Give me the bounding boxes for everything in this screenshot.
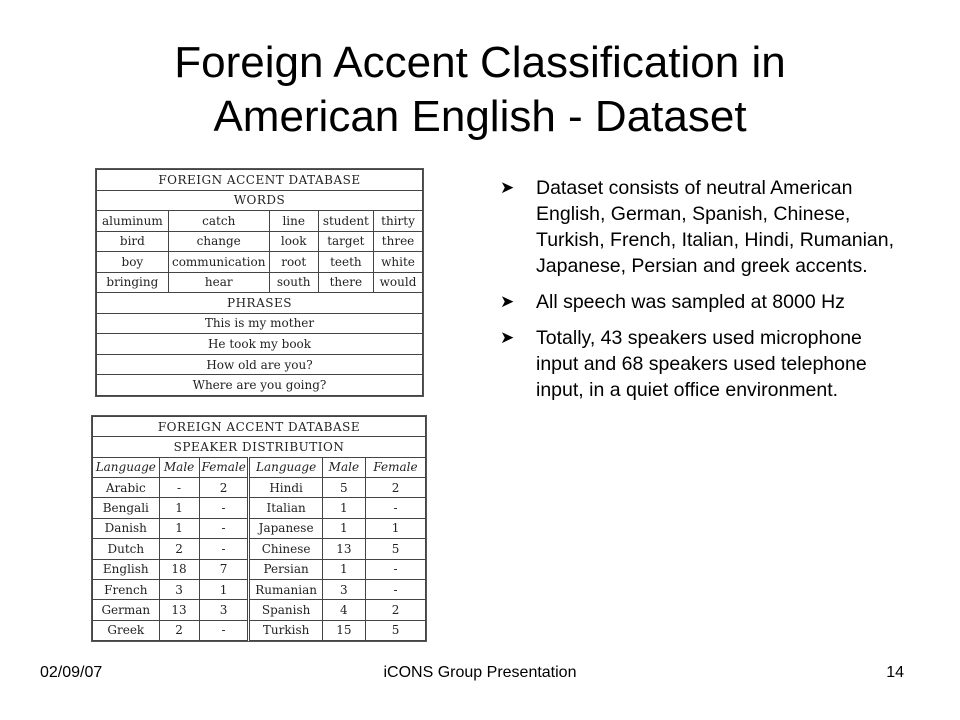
language-cell: German — [93, 600, 160, 620]
word-cell: there — [318, 272, 373, 293]
male-count-cell: 13 — [159, 600, 199, 620]
male-count-cell: 3 — [159, 579, 199, 599]
female-count-cell: 7 — [199, 559, 249, 579]
female-count-cell: - — [199, 539, 249, 559]
column-header-language: Language — [249, 457, 322, 477]
bullet-text: Totally, 43 speakers used microphone input and 68 speakers used telephone input, in a quiet office environment. — [536, 327, 867, 401]
language-cell: Danish — [93, 518, 160, 538]
female-count-cell: 2 — [199, 478, 249, 498]
language-cell: Persian — [249, 559, 322, 579]
speaker-row — [93, 518, 426, 538]
bullet-item — [500, 175, 900, 279]
language-cell: Spanish — [249, 600, 322, 620]
male-count-cell: 5 — [322, 478, 365, 498]
word-cell: student — [318, 211, 373, 232]
column-header-male: Male — [159, 457, 199, 477]
word-row — [97, 211, 423, 232]
slide-title — [40, 36, 920, 144]
bullet-list — [500, 175, 900, 413]
word-cell: line — [269, 211, 318, 232]
language-cell: Greek — [93, 620, 160, 640]
word-row — [97, 252, 423, 273]
word-cell: boy — [97, 252, 169, 273]
language-cell: English — [93, 559, 160, 579]
language-cell: Arabic — [93, 478, 160, 498]
footer-date: 02/09/07 — [40, 664, 103, 681]
language-cell: Japanese — [249, 518, 322, 538]
word-cell: bird — [97, 231, 169, 252]
word-cell: catch — [168, 211, 269, 232]
female-count-cell: 2 — [366, 478, 426, 498]
column-header-female: Female — [199, 457, 249, 477]
phrase-row: He took my book — [97, 334, 423, 355]
speaker-row — [93, 539, 426, 559]
word-cell: target — [318, 231, 373, 252]
speaker-row — [93, 600, 426, 620]
bullet-text: All speech was sampled at 8000 Hz — [536, 291, 845, 313]
male-count-cell: 2 — [159, 620, 199, 640]
word-cell: south — [269, 272, 318, 293]
language-cell: Chinese — [249, 539, 322, 559]
speaker-row — [93, 478, 426, 498]
speaker-table-header: FOREIGN ACCENT DATABASE — [93, 417, 426, 437]
language-cell: Bengali — [93, 498, 160, 518]
word-cell: root — [269, 252, 318, 273]
word-cell: communication — [168, 252, 269, 273]
male-count-cell: 1 — [159, 498, 199, 518]
words-phrases-table — [95, 168, 424, 397]
male-count-cell: 4 — [322, 600, 365, 620]
word-cell: change — [168, 231, 269, 252]
male-count-cell: 18 — [159, 559, 199, 579]
language-cell: French — [93, 579, 160, 599]
word-row — [97, 272, 423, 293]
phrase-row: How old are you? — [97, 354, 423, 375]
female-count-cell: 2 — [366, 600, 426, 620]
female-count-cell: 1 — [366, 518, 426, 538]
word-cell: three — [374, 231, 423, 252]
male-count-cell: 3 — [322, 579, 365, 599]
bullet-item — [500, 289, 900, 315]
arrow-bullet-icon: ➤ — [500, 292, 515, 312]
word-cell: teeth — [318, 252, 373, 273]
speaker-row — [93, 559, 426, 579]
male-count-cell: 15 — [322, 620, 365, 640]
phrases-section-label: PHRASES — [97, 293, 423, 314]
column-header-language: Language — [93, 457, 160, 477]
female-count-cell: - — [366, 579, 426, 599]
language-cell: Turkish — [249, 620, 322, 640]
language-cell: Rumanian — [249, 579, 322, 599]
slide-title-line-1: Foreign Accent Classification in — [174, 38, 786, 87]
footer-page-number: 14 — [886, 664, 904, 681]
phrase-row: Where are you going? — [97, 375, 423, 396]
female-count-cell: 1 — [199, 579, 249, 599]
speaker-row — [93, 579, 426, 599]
footer-presentation-name: iCONS Group Presentation — [383, 664, 577, 681]
speaker-distribution-table — [91, 415, 427, 642]
column-header-male: Male — [322, 457, 365, 477]
arrow-bullet-icon: ➤ — [500, 328, 515, 348]
word-cell: thirty — [374, 211, 423, 232]
speaker-row — [93, 498, 426, 518]
words-table-header: FOREIGN ACCENT DATABASE — [97, 170, 423, 191]
female-count-cell: 3 — [199, 600, 249, 620]
male-count-cell: 13 — [322, 539, 365, 559]
word-cell: aluminum — [97, 211, 169, 232]
bullet-text: Dataset consists of neutral American English, German, Spanish, Chinese, Turkish, French, Italian, Hindi, Rumanian, Japanese, Persian and greek accents. — [536, 177, 895, 277]
phrase-row: This is my mother — [97, 313, 423, 334]
language-cell: Italian — [249, 498, 322, 518]
word-cell: would — [374, 272, 423, 293]
word-cell: bringing — [97, 272, 169, 293]
male-count-cell: 2 — [159, 539, 199, 559]
words-section-label: WORDS — [97, 190, 423, 211]
slide-title-line-2: American English - Dataset — [213, 92, 747, 141]
female-count-cell: - — [199, 498, 249, 518]
word-cell: hear — [168, 272, 269, 293]
word-cell: look — [269, 231, 318, 252]
language-cell: Dutch — [93, 539, 160, 559]
column-header-female: Female — [366, 457, 426, 477]
male-count-cell: 1 — [322, 498, 365, 518]
bullet-item — [500, 325, 900, 403]
female-count-cell: - — [366, 559, 426, 579]
male-count-cell: 1 — [322, 518, 365, 538]
male-count-cell: 1 — [322, 559, 365, 579]
female-count-cell: - — [366, 498, 426, 518]
female-count-cell: 5 — [366, 539, 426, 559]
speaker-row — [93, 620, 426, 640]
word-row — [97, 231, 423, 252]
male-count-cell: - — [159, 478, 199, 498]
speaker-column-headers — [93, 457, 426, 477]
female-count-cell: - — [199, 620, 249, 640]
arrow-bullet-icon: ➤ — [500, 178, 515, 198]
speaker-table-subheader: SPEAKER DISTRIBUTION — [93, 437, 426, 457]
female-count-cell: - — [199, 518, 249, 538]
male-count-cell: 1 — [159, 518, 199, 538]
word-cell: white — [374, 252, 423, 273]
language-cell: Hindi — [249, 478, 322, 498]
female-count-cell: 5 — [366, 620, 426, 640]
